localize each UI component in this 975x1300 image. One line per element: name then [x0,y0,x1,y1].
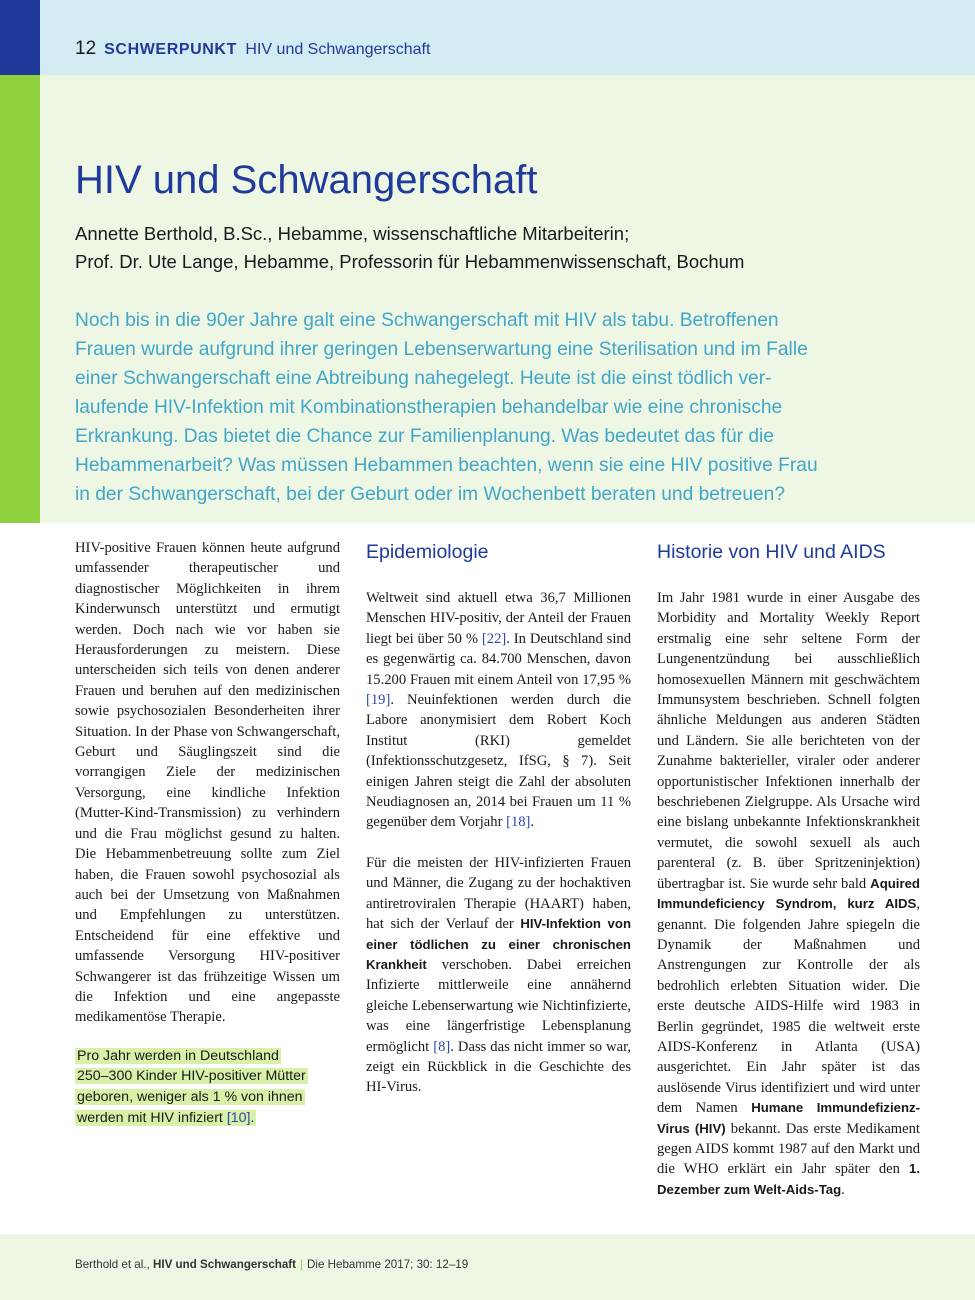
author-line: Prof. Dr. Ute Lange, Hebamme, Professorin für Hebammenwissenschaft, Bochum [75,251,745,272]
highlight-line: werden mit HIV infiziert [77,1109,227,1126]
header-topic: HIV und Schwangerschaft [245,41,431,58]
punctuation: . [250,1109,255,1126]
text-run: . Dass das nicht immer so war, zeigt ein Rückblick in die Geschichte des HI-Virus. [366,1038,631,1096]
highlight-line: geboren, weniger als 1 % von ihnen [77,1089,303,1106]
lead-line: Frauen wurde aufgrund ihrer geringen Lebenserwartung eine Sterilisation und im Falle [75,339,808,360]
title-accent-bar [0,75,40,523]
reference-link[interactable]: [10] [226,1109,251,1126]
text-run: . In Deutschland sind es gegenwärtig ca. 84.700 Menschen, davon 15.200 Frauen mit einem Anteil von 17,95 % [366,630,631,688]
section-heading-epidemiologie: Epidemiologie [366,541,489,563]
text-run: , genannt. Die folgenden Jahre spiegeln die Dynamik der Maßnahmen und Anstrengungen zur Kontrolle der als bedrohlich erlebten Situation wider. Die erste deutsche AIDS-Hilfe wird 1983 in Berlin gegründet, 1985 die weltweit erste AIDS-Konferenz in Atlanta (USA) ausgerichtet. Ein Jahr später ist das auslösende Virus identifiziert und wird unter dem Namen [657,896,920,1117]
text-run: . [841,1181,845,1198]
article-authors [75,220,935,276]
text-run: . Neuinfektionen werden durch die Labore anonymisiert dem Robert Koch Institut (RKI) gemeldet (Infektionsschutzgesetz, IfSG, § 7). Seit einigen Jahren steigt die Zahl der absoluten Neudiagnosen an, 2014 bei Frauen um 11 % gegenüber dem Vorjahr [366,692,631,831]
lead-line: Erkrankung. Das bietet die Chance zur Familienplanung. Was bedeutet das für die [75,426,774,447]
text-run: bekannt. Das erste Medikament gegen AIDS kommt 1987 auf den Markt und die WHO erklärt ein Jahr später den [657,1120,920,1178]
lead-line: Hebammenarbeit? Was müssen Hebammen beachten, wenn sie eine HIV positive Frau [75,455,818,476]
page-footer [75,1258,468,1271]
intro-paragraph: HIV-positive Frauen können heute aufgrund umfassender therapeutischer und diagnostischer Möglichkeiten in ihrem Kinderwunsch unterstützt und ermutigt werden. Doch nach wie vor haben sie Herausforderungen zu meistern. Diese unterscheiden sich teils von denen anderer Frauen und beruhen auf den medizinischen sowie psychosozialen Besonderheiten ihrer Situation. In der Phase von Schwangerschaft, Geburt und Säuglingszeit sind die vorrangigen Ziele der medizinischen Versorgung, eine kindliche Infektion (Mutter-Kind-Transmission) zu verhindern und die Frau möglichst gesund zu halten. Die Hebammenbetreuung sollte zum Ziel haben, die Frauen sowohl psychosozial als auch bei der Umsetzung von Maßnahmen und Empfehlungen zu unterstützen. Entscheidend für eine effektive und umfassende Versorgung HIV-positiver Schwangerer ist das frühzeitige Wissen um die Infektion und eine angepasste medikamentöse Therapie. [75,540,340,1026]
epidemiology-paragraph-2 [366,853,631,1098]
text-run: Im Jahr 1981 wurde in einer Ausgabe des Morbidity and Mortality Weekly Report erstmalig eine sehr seltene Form der Lungenentzündung bei ausschließlich homosexuellen Männern mit geschwächtem Immunsystem beschrieben. Schnell folgten ähnliche Meldungen aus anderen Städten und Ländern. Sie alle berichteten von der Zunahme bakterieller, viraler oder anderer opportunistischer Infektionen innerhalb der beschriebenen Zielgruppe. Als Ursache wird eine bislang unbekannte Infektionskrankheit vermutet, die sowohl sexuell als auch parenteral (z. B. über Spritzeninjektion) übertragbar ist. Sie wurde sehr bald [657,590,920,892]
bold-phrase: HIV-Infektion von einer tödlichen zu einer chronischen Krankheit [366,916,632,972]
column-1 [75,538,340,1129]
article-title: HIV und Schwangerschaft [75,158,538,202]
author-line: Annette Berthold, B.Sc., Hebamme, wissenschaftliche Mitarbeiterin; [75,223,630,244]
lead-line: Noch bis in die 90er Jahre galt eine Schwangerschaft mit HIV als tabu. Betroffenen [75,310,779,331]
reference-link[interactable]: [18] [506,814,531,831]
lead-line: laufende HIV-Infektion mit Kombinationstherapien behandelbar wie eine chronische [75,397,783,418]
footer-separator: | [300,1258,304,1271]
article-lead [75,306,935,509]
footer-authors: Berthold et al., [75,1258,150,1271]
highlight-box [75,1046,340,1129]
highlight-line: 250–300 Kinder HIV-positiver Mütter [77,1068,306,1085]
reference-link[interactable]: [19] [366,692,391,709]
header-accent-bar [0,0,40,75]
bold-phrase: Humane Immundefizienz-Virus (HIV) [657,1100,920,1136]
column-2 [366,538,631,1098]
column-3 [657,538,920,1200]
text-run: Weltweit sind aktuell etwa 36,7 Millionen Menschen HIV-positiv, der Anteil der Frauen liegt bei über 50 % [366,590,631,647]
section-heading-historie: Historie von HIV und AIDS [657,541,886,563]
lead-line: in der Schwangerschaft, bei der Geburt oder im Wochenbett beraten und betreuen? [75,484,786,505]
bold-phrase: Aquired Immundeficiency Syndrom, kurz AIDS [657,875,920,912]
reference-link[interactable]: [22] [481,630,507,647]
history-paragraph [657,588,920,1200]
footer-journal: Die Hebamme 2017; 30: 12–19 [307,1258,469,1271]
footer-title: HIV und Schwangerschaft [153,1258,297,1271]
epidemiology-paragraph-1 [366,588,631,833]
text-run: Für die meisten der HIV-infizierten Frauen und Männer, die Zugang zu der hochaktiven antiretroviralen Therapie (HAART) haben, hat sich der Verlauf der [366,854,631,933]
section-label: SCHWERPUNKT [104,41,237,58]
running-header [75,38,430,60]
reference-link[interactable]: [8] [433,1038,451,1055]
highlight-line: Pro Jahr werden in Deutschland [77,1047,279,1064]
lead-line: einer Schwangerschaft eine Abtreibung nahegelegt. Heute ist die einst tödlich ver- [75,368,772,389]
text-run: . [530,814,535,831]
text-run: verschoben. Dabei erreichen Infizierte mittlerweile eine annähernd gleiche Lebenserwartung wie Nichtinfizierte, was eine längerfristige Lebensplanung ermöglicht [366,956,631,1055]
bold-phrase: 1. Dezember zum Welt-Aids-Tag [657,1161,920,1197]
page-number: 12 [75,38,97,59]
